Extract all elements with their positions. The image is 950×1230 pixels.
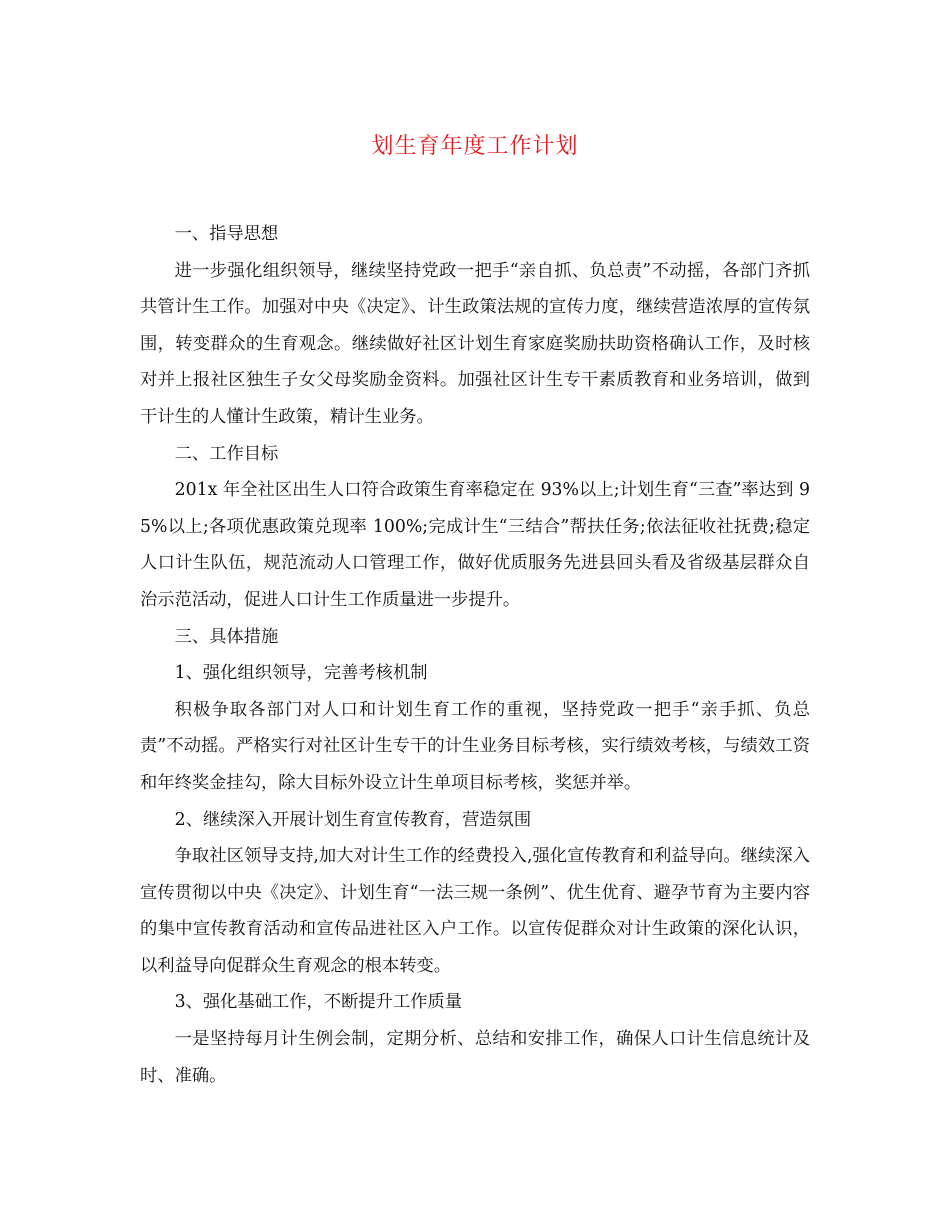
document-body (140, 216, 810, 1094)
heading-specific-measures: 三、具体措施 (174, 626, 279, 647)
subheading-measure-1: 1、强化组织领导，完善考核机制 (174, 663, 428, 684)
paragraph-measure-3: 一是坚持每月计生例会制，定期分析、总结和安排工作，确保人口计生信息统计及时、准确。 (140, 1029, 810, 1086)
paragraph-work-goals: 201x 年全社区出生人口符合政策生育率稳定在 93%以上;计划生育“三查”率达到 95%以上;各项优惠政策兑现率 100%;完成计生“三结合”帮扶任务;依法征收社抚费;稳定人口计生队伍，规范流动人口管理工作，做好优质服务先进县回头看及省级基层群众自治示范活动，促进人口计生工作质量进一步提升。 (140, 480, 810, 610)
subheading-measure-3: 3、强化基础工作，不断提升工作质量 (174, 992, 463, 1013)
document-title: 划生育年度工作计划 (371, 134, 579, 159)
paragraph-measure-2: 争取社区领导支持,加大对计生工作的经费投入,强化宣传教育和利益导向。继续深入宣传贯彻以中央《决定》、计划生育“一法三规一条例”、优生优育、避孕节育为主要内容的集中宣传教育活动和宣传品进社区入户工作。以宣传促群众对计生政策的深化认识，以利益导向促群众生育观念的根本转变。 (140, 846, 810, 976)
subheading-measure-2: 2、继续深入开展计划生育宣传教育，营造氛围 (174, 809, 532, 830)
paragraph-guiding-ideology: 进一步强化组织领导，继续坚持党政一把手“亲自抓、负总责”不动摇，各部门齐抓共管计生工作。加强对中央《决定》、计生政策法规的宣传力度，继续营造浓厚的宣传氛围，转变群众的生育观念。继续做好社区计划生育家庭奖励扶助资格确认工作，及时核对并上报社区独生子女父母奖励金资料。加强社区计生专干素质教育和业务培训，做到干计生的人懂计生政策，精计生业务。 (140, 260, 810, 427)
heading-work-goals: 二、工作目标 (174, 443, 279, 464)
paragraph-measure-1: 积极争取各部门对人口和计划生育工作的重视，坚持党政一把手“亲手抓、负总责”不动摇。严格实行对社区计生专干的计生业务目标考核，实行绩效考核，与绩效工资和年终奖金挂勾，除大目标外设立计生单项目标考核，奖惩并举。 (140, 699, 810, 793)
heading-guiding-ideology: 一、指导思想 (174, 224, 279, 244)
